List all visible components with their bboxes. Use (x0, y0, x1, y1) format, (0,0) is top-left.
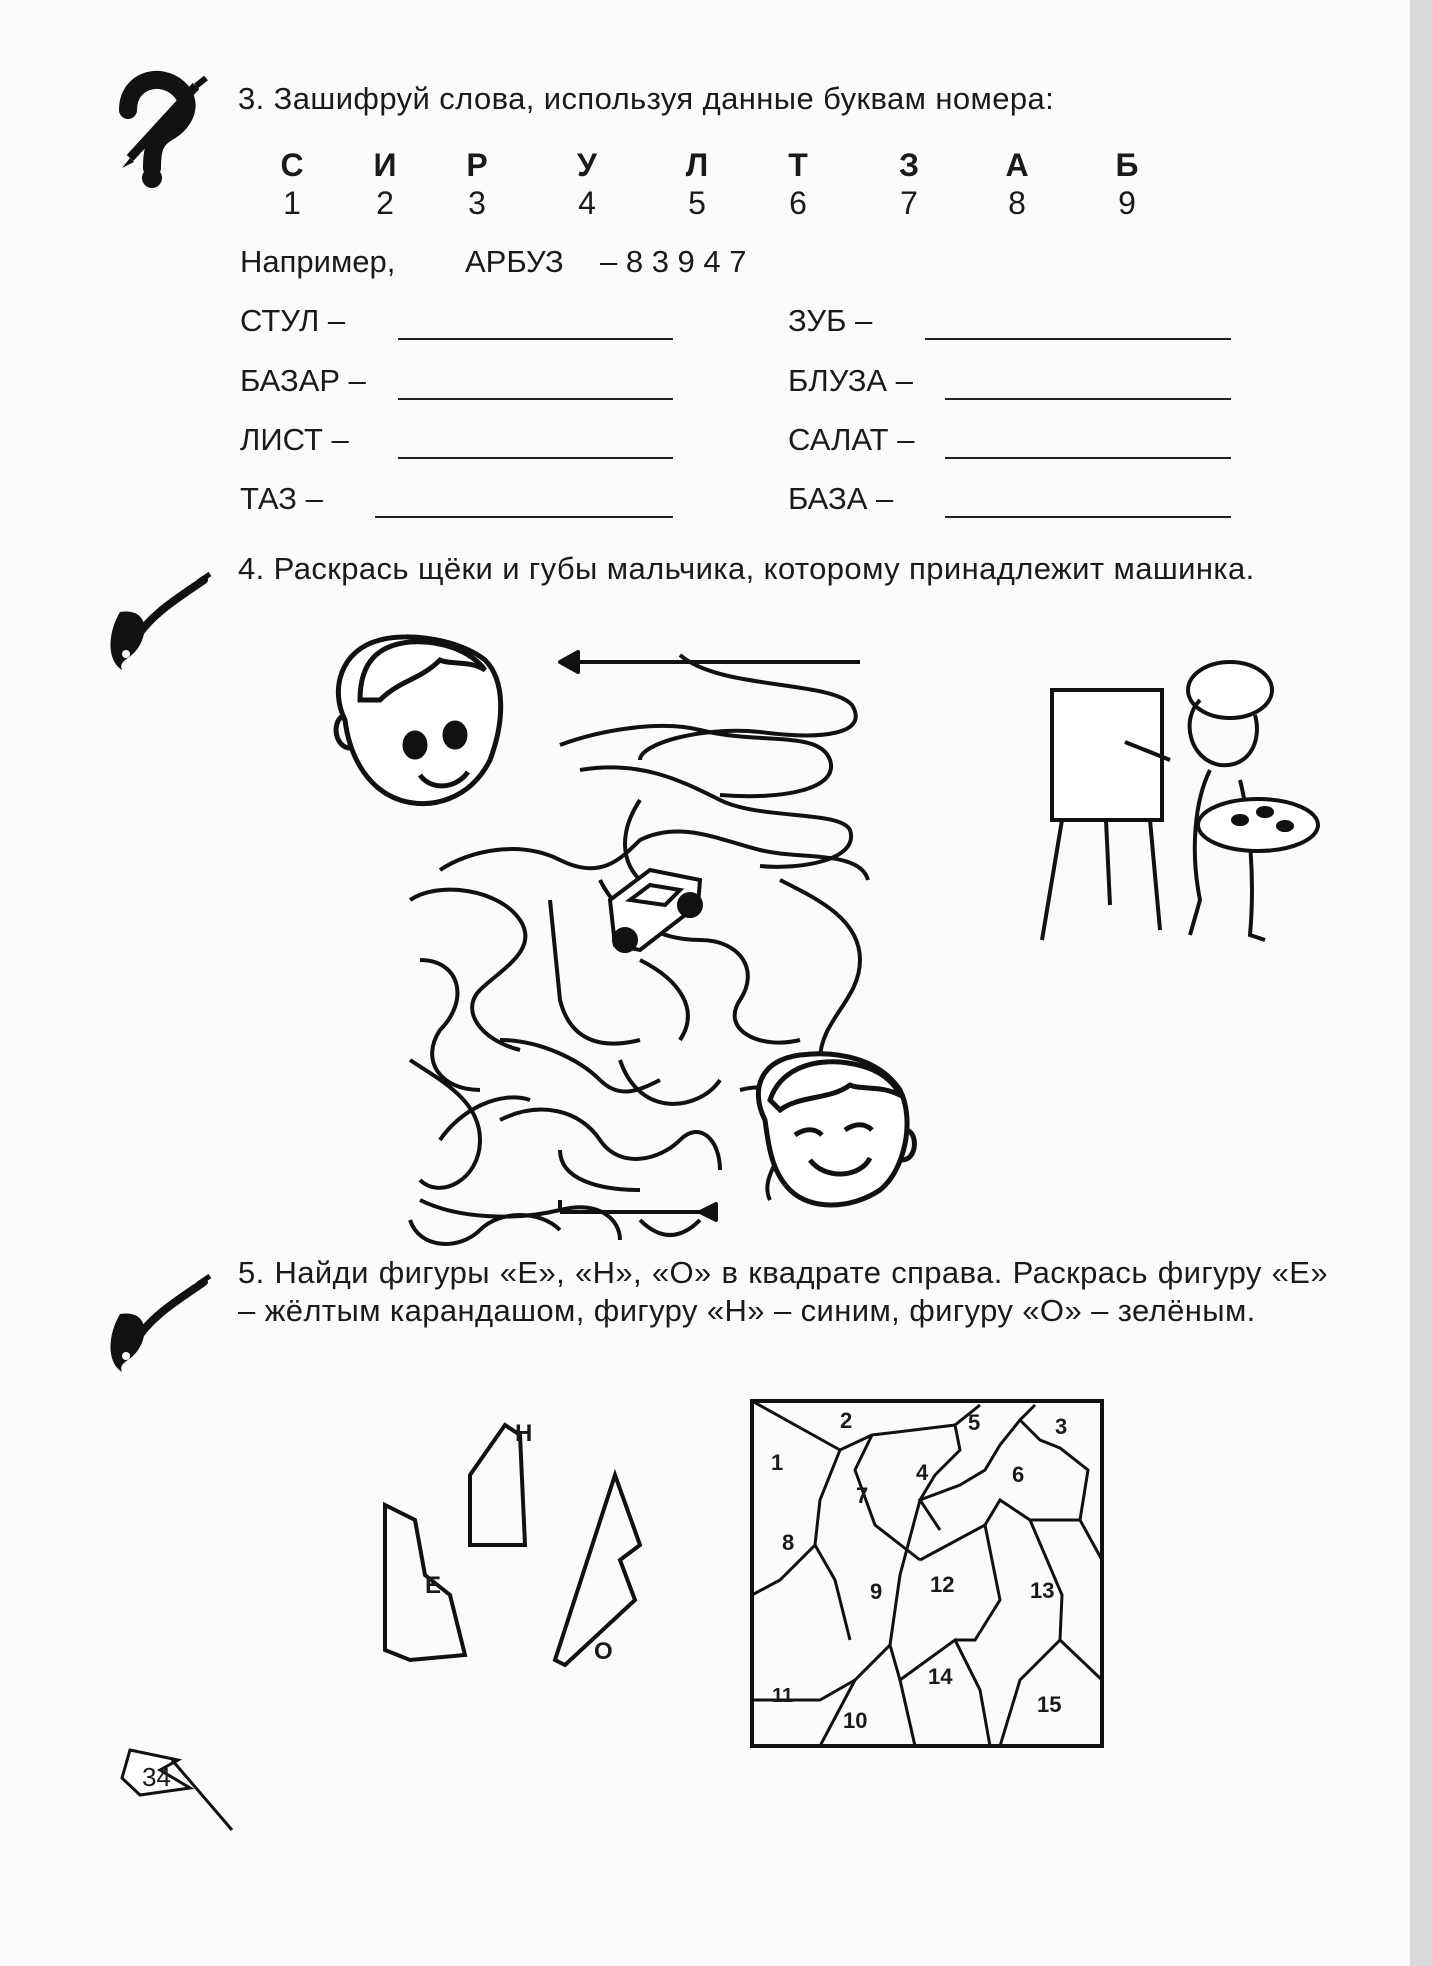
piece-number: 3 (1055, 1414, 1068, 1439)
shape-label-o: О (594, 1638, 613, 1665)
cipher-item (778, 146, 818, 222)
cipher-letter: Т (788, 147, 808, 183)
answer-line[interactable] (925, 338, 1231, 340)
example-word: АРБУЗ (465, 244, 564, 279)
cipher-item (567, 146, 607, 222)
word-label: ЗУБ – (788, 303, 873, 338)
cipher-item (889, 146, 929, 222)
cipher-item (457, 146, 497, 222)
cipher-item (272, 146, 312, 222)
cipher-letter: З (898, 147, 920, 183)
paintbrush-icon (111, 1276, 211, 1372)
example-label: Например, (240, 244, 396, 279)
piece-number: 12 (930, 1572, 955, 1597)
word-label: СТУЛ – (240, 303, 346, 338)
piece-number: 8 (782, 1530, 795, 1555)
shape-o (555, 1475, 640, 1665)
answer-line[interactable] (945, 516, 1231, 518)
shape-figures (385, 1425, 640, 1665)
cipher-letter: Р (466, 147, 488, 183)
cipher-item (365, 146, 405, 222)
answer-line[interactable] (945, 457, 1231, 459)
question-pencil-icon (122, 78, 206, 188)
word-label: БАЗАР – (240, 363, 366, 398)
task3-text: 3. Зашифруй слова, используя данные буквам номера: (238, 81, 1055, 116)
cipher-letter: А (1005, 147, 1029, 183)
word-label: САЛАТ – (788, 422, 915, 457)
answer-line[interactable] (375, 516, 673, 518)
cipher-letter: Б (1115, 147, 1139, 183)
answer-line[interactable] (945, 398, 1231, 400)
piece-number: 1 (771, 1450, 784, 1475)
cipher-number: 6 (789, 185, 807, 221)
piece-number: 4 (916, 1460, 929, 1485)
word-label: ЛИСТ – (240, 422, 349, 457)
cipher-number: 5 (688, 185, 706, 221)
cipher-item (677, 146, 717, 222)
cipher-letter: У (577, 147, 597, 183)
cipher-letter: С (280, 147, 304, 183)
cipher-item (1107, 146, 1147, 222)
cipher-number: 2 (376, 185, 394, 221)
paintbrush-icon (111, 574, 211, 670)
piece-number: 5 (968, 1410, 981, 1435)
cipher-letter: Л (685, 147, 709, 183)
piece-number: 6 (1012, 1462, 1025, 1487)
cipher-number: 7 (900, 185, 918, 221)
shape-label-h: Н (515, 1420, 533, 1447)
piece-number: 2 (840, 1408, 853, 1433)
word-label: БАЗА – (788, 481, 894, 516)
word-label: ТАЗ – (240, 481, 323, 516)
shape-label-e: Е (425, 1572, 442, 1599)
answer-line[interactable] (398, 457, 673, 459)
cipher-letter: И (373, 147, 397, 183)
piece-number: 14 (928, 1664, 953, 1689)
answer-line[interactable] (398, 398, 673, 400)
cipher-number: 4 (578, 185, 596, 221)
piece-number: 7 (856, 1483, 869, 1508)
cipher-number: 9 (1118, 185, 1136, 221)
piece-number: 9 (870, 1579, 883, 1604)
painter-illustration (1042, 662, 1318, 940)
word-label: БЛУЗА – (788, 363, 913, 398)
task5-text: 5. Найди фигуры «Е», «Н», «О» в квадрате справа. Раскрась фигуру «Е» – жёлтым карандашом, фигуру «Н» – синим, фигуру «О» – зелёным. (238, 1255, 1328, 1328)
boy-with-car-face (336, 637, 501, 804)
piece-number: 13 (1030, 1578, 1055, 1603)
piece-number: 10 (843, 1708, 868, 1733)
cipher-number: 3 (468, 185, 486, 221)
example-code: – 8 3 9 4 7 (600, 244, 747, 279)
page-number-flag (122, 1750, 232, 1830)
cipher-item (997, 146, 1037, 222)
piece-number: 11 (772, 1685, 794, 1707)
cipher-number: 1 (283, 185, 301, 221)
piece-number: 15 (1037, 1692, 1062, 1717)
cipher-number: 8 (1008, 185, 1026, 221)
boy-face (758, 1054, 914, 1205)
task4-text: 4. Раскрась щёки и губы мальчика, которому принадлежит машинка. (238, 551, 1255, 586)
page-number: 34 (142, 1762, 171, 1792)
answer-line[interactable] (398, 338, 673, 340)
